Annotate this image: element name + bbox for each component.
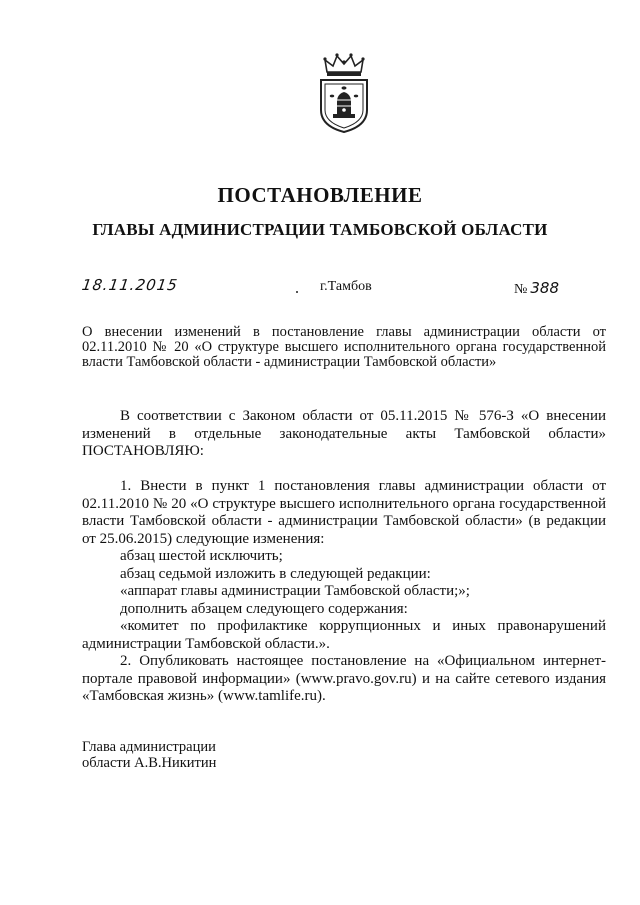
change-line-2: абзац седьмой изложить в следующей редакции: <box>120 566 431 582</box>
dot-mark <box>296 291 298 293</box>
document-number <box>514 279 559 298</box>
coat-of-arms-icon <box>315 52 373 134</box>
document-place: г.Тамбов <box>320 279 372 294</box>
document-date: 18.11.2015 <box>80 276 180 294</box>
signature-block <box>82 739 216 771</box>
document-title: ПОСТАНОВЛЕНИЕ <box>217 183 423 207</box>
item-1-paragraph: 1. Внести в пункт 1 постановления главы администрации области от 02.11.2010 № 20 «О структуре высшего исполнительного органа государственной власти Тамбовской области - администрации Тамбовской области» (в редакции от 25.06.2015) следующие изменения: <box>82 478 606 547</box>
new-paragraph-text: «комитет по профилактике коррупционных и иных правонарушений администрации Тамбовской области.». <box>82 618 606 652</box>
change-line-4: дополнить абзацем следующего содержания: <box>120 601 408 617</box>
preamble-paragraph: В соответствии с Законом области от 05.11.2015 № 576-З «О внесении изменений в отдельные законодательные акты Тамбовской области» ПОСТАНОВЛЯЮ: <box>82 408 606 459</box>
document-subtitle: ГЛАВЫ АДМИНИСТРАЦИИ ТАМБОВСКОЙ ОБЛАСТИ <box>92 220 548 239</box>
document-subject: О внесении изменений в постановление главы администрации области от 02.11.2010 № 20 «О структуре высшего исполнительного органа государственной власти Тамбовской области - администрации Тамбовской области» <box>82 324 606 370</box>
signature-line-2: области А.В.Никитин <box>82 755 217 771</box>
item-2-paragraph: 2. Опубликовать настоящее постановление на «Официальном интернет-портале правовой информации» (www.pravo.gov.ru) и на сайте сетевого издания «Тамбовская жизнь» (www.tamlife.ru). <box>82 653 606 704</box>
change-line-1: абзац шестой исключить; <box>120 548 283 564</box>
change-line-3: «аппарат главы администрации Тамбовской области;»; <box>120 583 470 599</box>
number-value: 388 <box>530 279 559 297</box>
signature-line-1: Глава администрации <box>82 739 216 755</box>
number-prefix: № <box>514 282 528 297</box>
